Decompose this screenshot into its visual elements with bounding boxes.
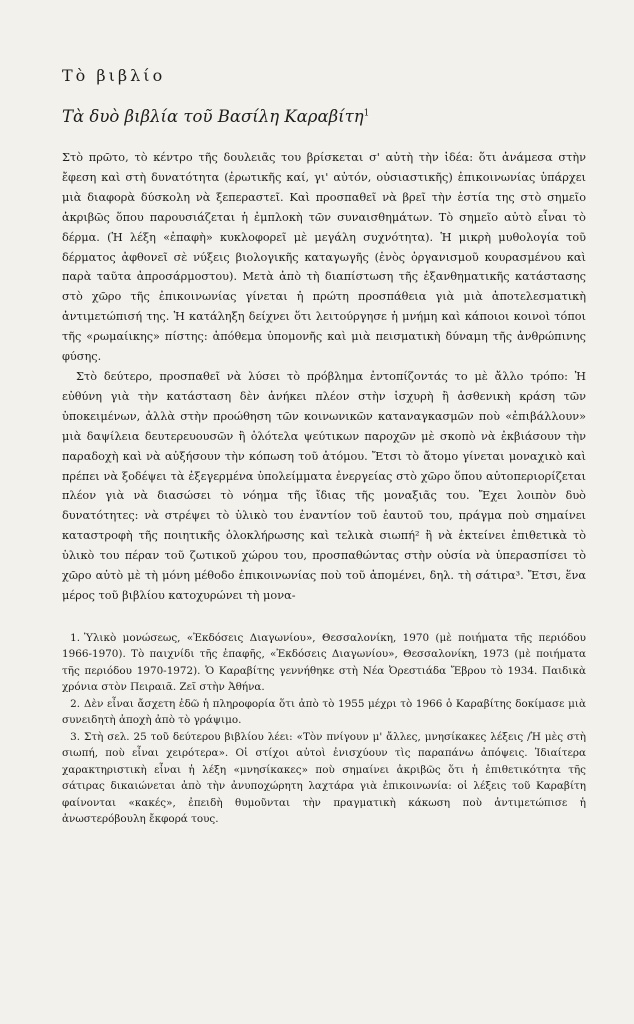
footnote-text: Ὑλικὸ μονώσεως, «Ἐκδόσεις Διαγωνίου», Θεσσαλονίκη, 1970 (μὲ ποιήματα τῆς περιόδου 1966-1970). Τὸ παιχνίδι τῆς ἐπαφῆς, «Ἐκδόσεις Διαγωνίου», Θεσσαλονίκη, 1973 (μὲ ποιήματα τῆς περιόδου 1970-1972). Ὁ Καραβίτης γεννήθηκε στὴ Νέα Ὀρεστιάδα Ἔβρου τὸ 1934. Παιδικὰ χρόνια στὸν Πειραιᾶ. Ζεῖ στὴν Ἀθήνα. (62, 631, 586, 694)
footnote-text: Στὴ σελ. 25 τοῦ δεύτερου βιβλίου λέει: «Τὸν πνίγουν μ' ἄλλες, μνησίκακες λέξεις /Ἡ μὲς στὴ σιωπή, ποὺ εἶναι χειρότερα». Οἱ στίχοι αὐτοὶ ἐνισχύουν τὶς παραπάνω ἀπόψεις. Ἰδιαίτερα χαρακτηριστικὴ εἶναι ἡ λέξη «μνησίκακες» ποὺ σημαίνει ἀκριβῶς ὅτι ἡ ἐπιθετικότητα τῆς σάτιρας δικαιώνεται ἀπὸ τὴν ἀνυποχώρητη λαχτάρα γιὰ ἐπικοινωνία: οἱ λέξεις τοῦ Καραβίτη φαίνονται «κακές», ἐπειδὴ θυμοῦνται τὴν πραγματικὴ κάκωση ποὺ ἀντιμετώπισε ἡ ἀνωστερόβουλη ἔκφορά τους. (62, 730, 586, 826)
footnote-text: Δὲν εἶναι ἄσχετη ἐδῶ ἡ πληροφορία ὅτι ἀπὸ τὸ 1955 μέχρι τὸ 1966 ὁ Καραβίτης δοκίμασε μιὰ συνειδητὴ ἀποχὴ ἀπὸ τὸ γράψιμο. (62, 697, 586, 727)
article-body (62, 148, 586, 606)
footnote-2 (62, 696, 586, 729)
title-footnote-marker: 1 (363, 108, 370, 119)
book-page (62, 66, 586, 828)
section-heading: Τὸ βιβλίο (62, 66, 166, 85)
footnote-3 (62, 729, 586, 828)
footnotes (62, 630, 586, 828)
article-title (62, 107, 586, 126)
footnote-number: 2. (70, 697, 80, 710)
article-title-text: Τὰ δυὸ βιβλία τοῦ Βασίλη Καραβίτη (62, 107, 364, 126)
footnote-1 (62, 630, 586, 696)
footnote-number: 1. (70, 631, 80, 644)
footnote-number: 3. (70, 730, 80, 743)
body-paragraph-1: Στὸ πρῶτο, τὸ κέντρο τῆς δουλειᾶς του βρίσκεται σ' αὐτὴ τὴν ἰδέα: ὅτι ἀνάμεσα στὴν ἔφεση καὶ στὴ δυνατότητα (ἐρωτικῆς καί, γι' αὐτόν, οὐσιαστικῆς) ἐπικοινωνίας ὑπάρχει μιὰ διαφορὰ δύσκολη νὰ ξεπεραστεῖ. Καὶ προσπαθεῖ νὰ βρεῖ τὴν ἑστία της στὸ σημεῖο ἀκριβῶς ὅπου παρουσιάζεται ἡ ἐμπλοκὴ τῶν συναισθημάτων. Τὸ σημεῖο αὐτὸ εἶναι τὸ δέρμα. (Ἡ λέξη «ἐπαφὴ» κυκλοφορεῖ μὲ μεγάλη συχνότητα). Ἡ μικρὴ μυθολογία τοῦ δέρματος ἀφθονεῖ σὲ νύξεις βιολογικῆς καταγωγῆς (ἑνὸς ὀργανισμοῦ κουρασμένου καὶ παρὰ ταῦτα ἀπροσάρμοστου). Μετὰ ἀπὸ τὴ διαπίστωση τῆς ἐξανθηματικῆς κατάστασης στὸ χῶρο τῆς ἐπικοινωνίας γίνεται ἡ πρώτη προσπάθεια γιὰ μιὰ ἀποτελεσματικὴ ἀντιμετώπισή της. Ἡ κατάληξη δείχνει ὅτι λειτούργησε ἡ μνήμη καὶ κάποιοι κοινοὶ τόποι τῆς «ρωμαίικης» πίστης: ἀπόθεμα ὑπομονῆς καὶ μιὰ πεισματικὴ δύναμη τῆς ἀνθρώπινης φύσης. (62, 151, 586, 364)
body-paragraph-2: Στὸ δεύτερο, προσπαθεῖ νὰ λύσει τὸ πρόβλημα ἐντοπίζοντάς το μὲ ἄλλο τρόπο: Ἡ εὐθύνη γιὰ τὴν κατάσταση δὲν ἀνήκει πλέον στὴν ἰσχυρὴ ἢ ἀσθενικὴ κράση τῶν ὑποκειμένων, ἀλλὰ στὴν προώθηση τῶν κοινωνικῶν καταναγκασμῶν ποὺ «ἐπιβάλλουν» μιὰ δαψίλεια δευτερευουσῶν ἢ ὁλότελα ψεύτικων παροχῶν μὲ σκοπὸ νὰ ἐκβιάσουν τὴν παραδοχὴ καὶ νὰ αὐξήσουν τὴν κόπωση τοῦ ἀτόμου. Ἔτσι τὸ ἄτομο γίνεται μοναχικὸ καὶ πρέπει νὰ ξοδέψει τὰ ἐξεγερμένα ὑπολείμματα ἐνεργείας στὸ χῶρο ὅπου αὐτοπεριορίζεται πλέον γιὰ νὰ διασώσει τὸ νόημα τῆς ἴδιας τῆς μοναξιᾶς του. Ἔχει λοιπὸν δυὸ δυνατότητες: νὰ στρέψει τὸ ὑλικὸ του ἐναντίον τοῦ ἑαυτοῦ του, πράγμα ποὺ σημαίνει καταστροφὴ τῆς ποιητικῆς ὁλοκλήρωσης καὶ τελικὰ σιωπή² ἢ νὰ ἐκτείνει ἐπιθετικὰ τὸ ὑλικὸ του πέραν τοῦ ζωτικοῦ χώρου του, προσπαθώντας στὴν οὐσία νὰ ὑπερασπίσει τὸ χῶρο αὐτὸ μὲ τὴ μόνη μέθοδο ἐπικοινωνίας ποὺ τοῦ ἀπομένει, δηλ. τὴ σάτιρα³. Ἔτσι, ἕνα μέρος τοῦ βιβλίου κατοχυρώνει τὴ μονα- (62, 369, 586, 602)
